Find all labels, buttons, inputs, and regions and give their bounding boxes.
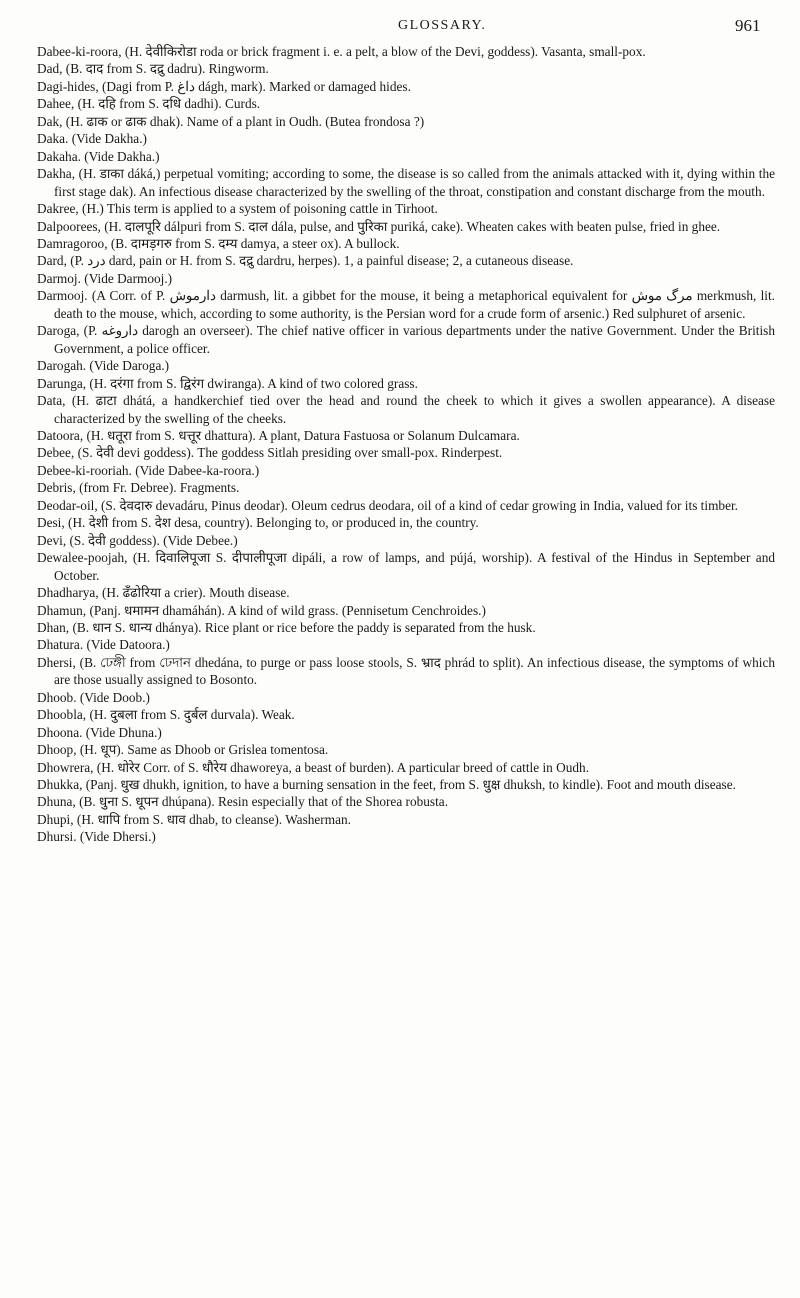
glossary-entry: Darmooj. (A Corr. of P. دارموش darmush, lit. a gibbet for the mouse, it being a metaphorical equivalent for مرگ موش merkmush, lit. death to the mouse, which, according to some authority, is the Persian word for a crude form of arsenic.) Red sulphuret of arsenic. xyxy=(37,288,775,321)
glossary-entry: Dhoop, (H. धूप). Same as Dhoob or Grislea tomentosa. xyxy=(37,742,329,758)
glossary-entry: Devi, (S. देवी goddess). (Vide Debee.) xyxy=(37,532,238,548)
glossary-entry: Dhadharya, (H. ढँढोरिया a crier). Mouth disease. xyxy=(37,585,290,601)
glossary-entry: Debee-ki-rooriah. (Vide Dabee-ka-roora.) xyxy=(37,462,260,478)
glossary-entry: Datoora, (H. धतूरा from S. धत्तूर dhattura). A plant, Datura Fastuosa or Solanum Dulcamara. xyxy=(37,427,520,443)
glossary-entry: Dhoob. (Vide Doob.) xyxy=(37,689,150,705)
glossary-entry: Dakaha. (Vide Dakha.) xyxy=(37,148,160,164)
glossary-entry: Dhukka, (Panj. धुख dhukh, ignition, to have a burning sensation in the feet, from S. धुक्ष dhuksh, to kindle). Foot and mouth disease. xyxy=(37,777,736,793)
running-head xyxy=(0,12,800,42)
glossary-entry: Dakree, (H.) This term is applied to a system of poisoning cattle in Tirhoot. xyxy=(37,201,438,217)
glossary-entry: Dad, (B. दाद from S. दद्रु dadru). Ringworm. xyxy=(37,61,269,77)
glossary-entry: Dhuna, (B. धुना S. धूपन dhúpana). Resin especially that of the Shorea robusta. xyxy=(37,794,449,810)
glossary-entry: Daroga, (P. داروغه darogh an overseer). The chief native officer in various departments under the native Government. Under the British Government, a police officer. xyxy=(37,323,776,356)
glossary-entry: Damragoroo, (B. दामड़गरु from S. दम्य damya, a steer ox). A bullock. xyxy=(37,235,400,251)
glossary-entry: Dard, (P. درد dard, pain or H. from S. दद्रु dardru, herpes). 1, a painful disease; 2, a cutaneous disease. xyxy=(37,253,574,269)
glossary-entry: Dhoobla, (H. दुबला from S. दुर्बल durvala). Weak. xyxy=(37,707,295,723)
glossary-entry: Dhoona. (Vide Dhuna.) xyxy=(37,724,162,740)
glossary-entry: Dhamun, (Panj. धमामन dhamáhán). A kind of wild grass. (Pennisetum Cenchroides.) xyxy=(37,602,486,618)
glossary-entry: Desi, (H. देशी from S. देश desa, country). Belonging to, or produced in, the country. xyxy=(37,515,479,531)
glossary-entry: Dewalee-poojah, (H. दिवालिपूजा S. दीपालीपूजा dipáli, a row of lamps, and pújá, worship). A festival of the Hindus in September and October. xyxy=(37,550,775,583)
glossary-entry: Dhersi, (B. ঢেঙ্গী from ঢেদান dhedána, to purge or pass loose stools, S. भ्राद phrád to split). An infectious disease, the symptoms of which are those usually assigned to Bosonto. xyxy=(37,654,775,688)
glossary-entry: Dahee, (H. दहि from S. दधि dadhi). Curds. xyxy=(37,96,261,112)
glossary-entry: Dhan, (B. धान S. धान्य dhánya). Rice plant or rice before the paddy is separated from the husk. xyxy=(37,619,536,635)
glossary-entry: Dhowrera, (H. धोरेर Corr. of S. धौरेय dhaworeya, a beast of burden). A particular breed of cattle in Oudh. xyxy=(37,759,590,775)
glossary-entry: Dagi-hides, (Dagi from P. داغ dágh, mark). Marked or damaged hides. xyxy=(37,78,411,94)
glossary-entry: Darunga, (H. दरंगा from S. द्विरंग dwiranga). A kind of two colored grass. xyxy=(37,375,418,391)
glossary-entries xyxy=(37,43,775,846)
glossary-entry: Data, (H. ढाटा dhátá, a handkerchief tied over the head and round the cheek to which it gives a swollen appearance). A disease characterized by the swelling of the cheeks. xyxy=(37,393,775,426)
glossary-entry: Dabee-ki-roora, (H. देवीकिरोडा roda or brick fragment i. e. a pelt, a blow of the Devi, goddess). Vasanta, small-pox. xyxy=(37,44,646,59)
glossary-entry: Darogah. (Vide Daroga.) xyxy=(37,358,170,374)
glossary-entry: Darmoj. (Vide Darmooj.) xyxy=(37,270,173,286)
glossary-entry: Dalpoorees, (H. दालपूरि dálpuri from S. दाल dála, pulse, and पुरिका puriká, cake). Wheaten cakes with beaten pulse, fried in ghee. xyxy=(37,218,721,234)
glossary-entry: Dhursi. (Vide Dhersi.) xyxy=(37,829,156,845)
glossary-entry: Dakha, (H. डाका dáká,) perpetual vomiting; according to some, the disease is so called from the animals attacked with it, dying within the first stage dak). An infectious disease characterized by the swelling of the throat, constipation and constant discharge from the mouth. xyxy=(37,166,775,199)
page-number: 961 xyxy=(735,16,761,35)
glossary-entry: Deodar-oil, (S. देवदारु devadáru, Pinus deodar). Oleum cedrus deodara, oil of a kind of cedar growing in India, valued for its timber. xyxy=(37,497,738,513)
glossary-entry: Dhupi, (H. धापि from S. धाव dhab, to cleanse). Washerman. xyxy=(37,811,351,827)
glossary-entry: Dak, (H. ढाक or ढाक dhak). Name of a plant in Oudh. (Butea frondosa ?) xyxy=(37,113,425,129)
glossary-entry: Debris, (from Fr. Debree). Fragments. xyxy=(37,480,240,496)
page-title: GLOSSARY. xyxy=(398,18,487,33)
glossary-entry: Daka. (Vide Dakha.) xyxy=(37,131,147,147)
glossary-entry: Dhatura. (Vide Datoora.) xyxy=(37,637,170,653)
glossary-entry: Debee, (S. देवी devi goddess). The goddess Sitlah presiding over small-pox. Rinderpest. xyxy=(37,445,503,461)
